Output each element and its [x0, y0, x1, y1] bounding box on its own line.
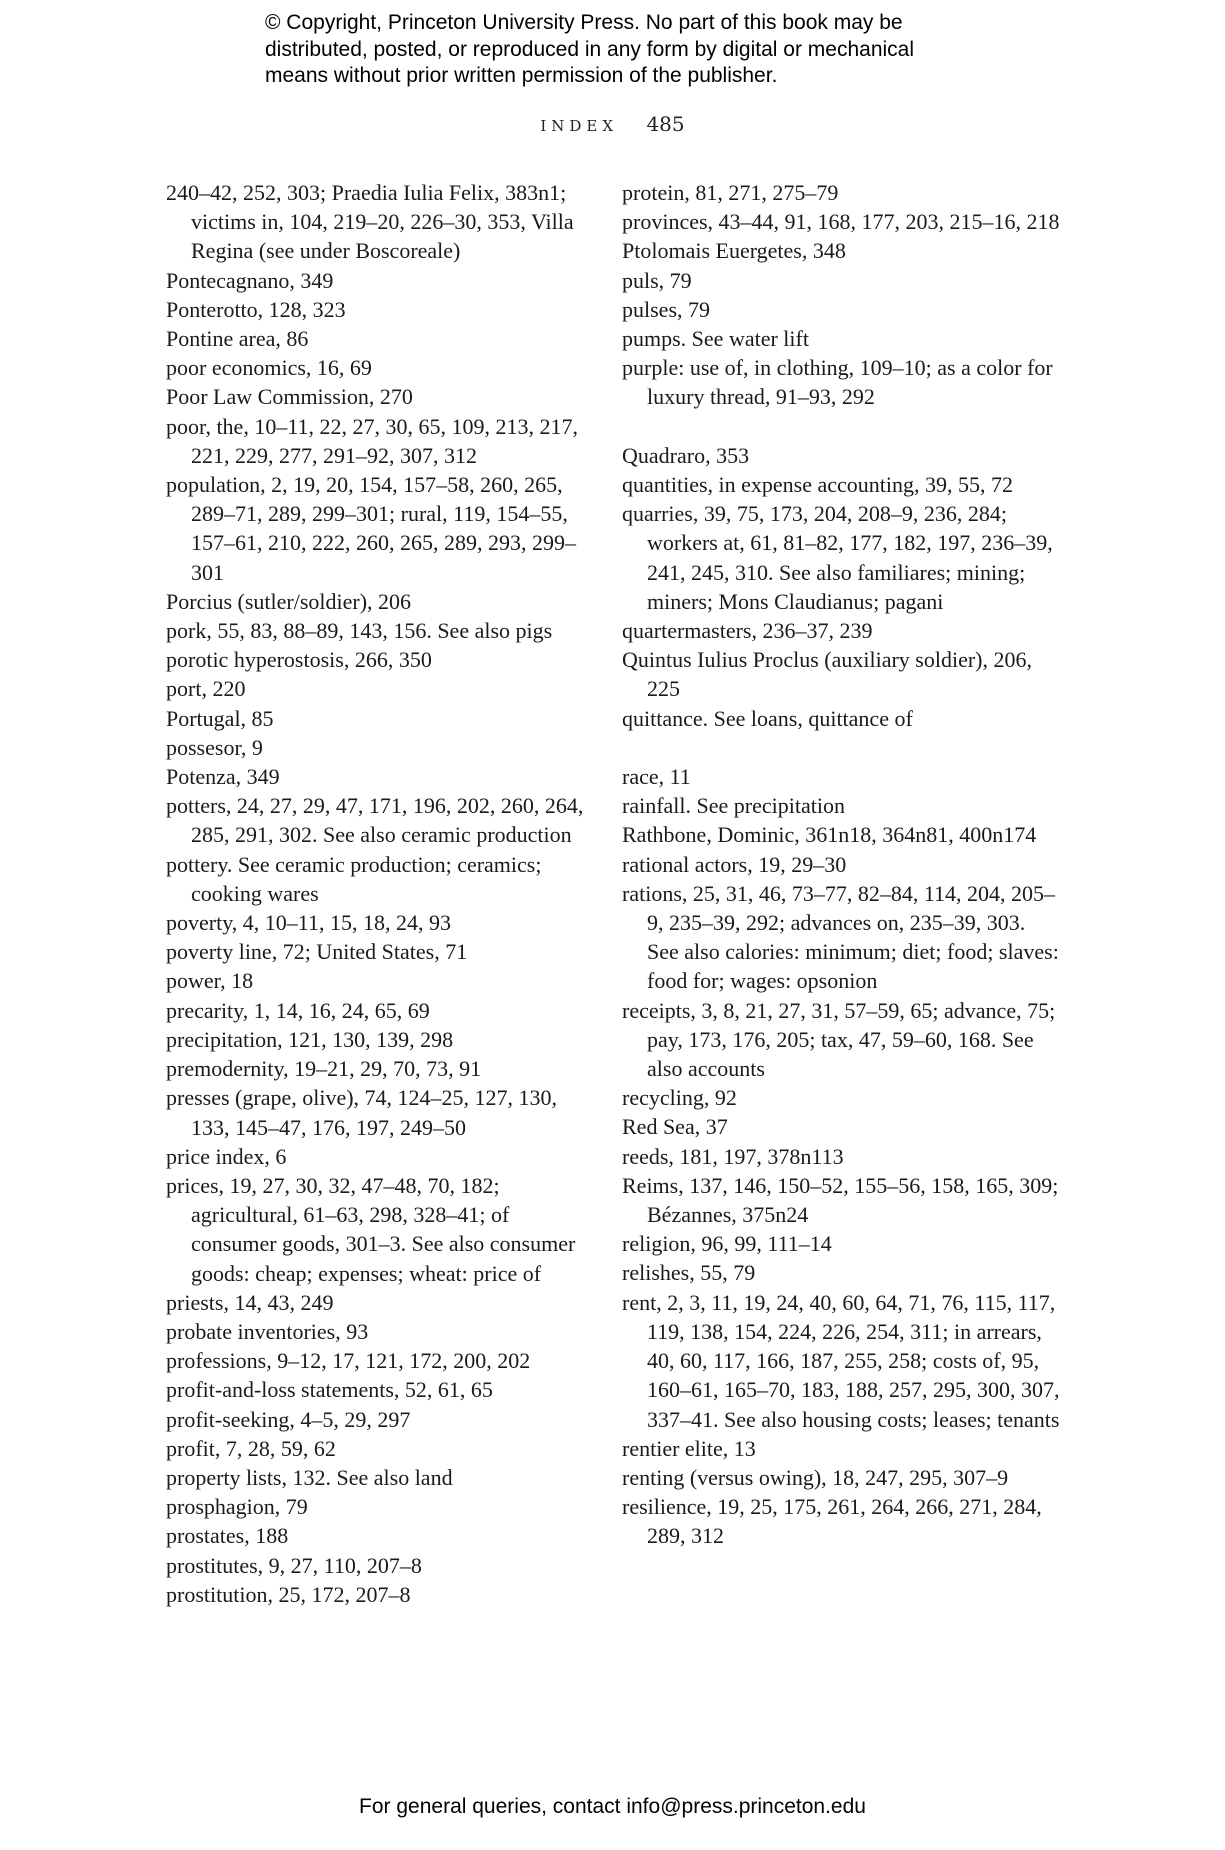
index-entry: possesor, 9: [166, 734, 263, 760]
running-head: [0, 112, 1225, 136]
section-label: INDEX: [540, 117, 619, 135]
index-entry: price index, 6: [166, 1143, 287, 1169]
index-entry: prostitutes, 9, 27, 110, 207–8: [166, 1552, 422, 1578]
index-entry: profit-seeking, 4–5, 29, 297: [166, 1406, 411, 1432]
index-entry: property lists, 132. See also land: [166, 1464, 453, 1490]
index-entry: Quintus Iulius Proclus (auxiliary soldier), 206, 225: [622, 647, 1033, 702]
index-column-left: [166, 178, 586, 1609]
index-entry: poor economics, 16, 69: [166, 355, 372, 381]
index-entry: premodernity, 19–21, 29, 70, 73, 91: [166, 1056, 482, 1082]
copyright-line: © Copyright, Princeton University Press. No part of this book may be: [265, 11, 903, 34]
index-entry: Portugal, 85: [166, 705, 274, 731]
page-number: 485: [646, 112, 685, 136]
index-entry: rainfall. See precipitation: [622, 793, 845, 819]
index-entry: Pontine area, 86: [166, 326, 309, 352]
index-entry: precipitation, 121, 130, 139, 298: [166, 1026, 454, 1052]
index-entry: provinces, 43–44, 91, 168, 177, 203, 215–16, 218: [622, 209, 1060, 235]
index-entry: Ponterotto, 128, 323: [166, 296, 346, 322]
index-entry: protein, 81, 271, 275–79: [622, 180, 839, 205]
index-entry: prostates, 188: [166, 1523, 289, 1549]
index-entry: pumps. See water lift: [622, 326, 809, 352]
entry-group-gap: [622, 412, 1062, 441]
index-entry: resilience, 19, 25, 175, 261, 264, 266, 271, 284, 289, 312: [622, 1494, 1042, 1549]
index-entry: poverty line, 72; United States, 71: [166, 939, 468, 965]
index-entry: renting (versus owing), 18, 247, 295, 307–9: [622, 1464, 1009, 1490]
index-entry: quittance. See loans, quittance of: [622, 705, 913, 731]
index-entry: receipts, 3, 8, 21, 27, 31, 57–59, 65; advance, 75; pay, 173, 176, 205; tax, 47, 59–60, 168. See also accounts: [622, 997, 1056, 1082]
index-entry: professions, 9–12, 17, 121, 172, 200, 202: [166, 1348, 531, 1374]
index-entry: potters, 24, 27, 29, 47, 171, 196, 202, 260, 264, 285, 291, 302. See also ceramic production: [166, 793, 584, 848]
index-entry: rent, 2, 3, 11, 19, 24, 40, 60, 64, 71, 76, 115, 117, 119, 138, 154, 224, 226, 254, 311; in arrears, 40, 60, 117, 166, 187, 255, 258; costs of, 95, 160–61, 165–70, 183, 188, 257, 295, 300, 307, 337–41. See also housing costs; leases; tenants: [622, 1289, 1060, 1432]
index-entry: profit, 7, 28, 59, 62: [166, 1435, 336, 1461]
index-entry: precarity, 1, 14, 16, 24, 65, 69: [166, 997, 430, 1023]
index-entry: Reims, 137, 146, 150–52, 155–56, 158, 165, 309; Bézannes, 375n24: [622, 1172, 1059, 1228]
entry-group-gap: [622, 733, 1062, 762]
index-entry: Rathbone, Dominic, 361n18, 364n81, 400n174: [622, 822, 1037, 848]
copyright-line: distributed, posted, or reproduced in any form by digital or mechanical: [265, 37, 915, 61]
index-entry: presses (grape, olive), 74, 124–25, 127, 130, 133, 145–47, 176, 197, 249–50: [166, 1085, 558, 1140]
index-entry: quartermasters, 236–37, 239: [622, 618, 873, 644]
index-entry: poverty, 4, 10–11, 15, 18, 24, 93: [166, 910, 451, 936]
index-entry: rations, 25, 31, 46, 73–77, 82–84, 114, 204, 205–9, 235–39, 292; advances on, 235–39, 303. See also calories: minimum; diet; food; slaves: food for; wages: opsonion: [622, 880, 1059, 994]
index-entry: Ptolomais Euergetes, 348: [622, 238, 846, 264]
index-entry: purple: use of, in clothing, 109–10; as a color for luxury thread, 91–93, 292: [622, 355, 1053, 410]
index-entry: port, 220: [166, 676, 246, 702]
index-entry: quarries, 39, 75, 173, 204, 208–9, 236, 284; workers at, 61, 81–82, 177, 182, 197, 236–39, 241, 245, 310. See also familiares; mining; miners; Mons Claudianus; pagani: [622, 501, 1053, 614]
index-entry: population, 2, 19, 20, 154, 157–58, 260, 265, 289–71, 289, 299–301; rural, 119, 154–55, 157–61, 210, 222, 260, 265, 289, 293, 299–301: [166, 472, 576, 585]
index-entry: power, 18: [166, 968, 254, 994]
index-entry: pottery. See ceramic production; ceramics; cooking wares: [166, 851, 542, 906]
index-entry: puls, 79: [622, 267, 692, 293]
index-entry: recycling, 92: [622, 1085, 737, 1111]
index-entry: prosphagion, 79: [166, 1494, 308, 1520]
copyright-line: means without prior written permission of the publisher.: [265, 64, 778, 87]
index-entry: prices, 19, 27, 30, 32, 47–48, 70, 182; agricultural, 61–63, 298, 328–41; of consumer goods, 301–3. See also consumer goods: cheap; expenses; wheat: price of: [166, 1172, 576, 1286]
index-entry: reeds, 181, 197, 378n113: [622, 1143, 844, 1169]
copyright-notice: [265, 10, 1025, 90]
index-entry: religion, 96, 99, 111–14: [622, 1231, 832, 1257]
index-entry: porotic hyperostosis, 266, 350: [166, 647, 432, 673]
footer-contact: For general queries, contact info@press.princeton.edu: [359, 1795, 866, 1818]
index-entry: poor, the, 10–11, 22, 27, 30, 65, 109, 213, 217, 221, 229, 277, 291–92, 307, 312: [166, 413, 579, 468]
index-entry: Red Sea, 37: [622, 1114, 728, 1140]
index-entry: Potenza, 349: [166, 764, 280, 790]
index-entry: quantities, in expense accounting, 39, 55, 72: [622, 472, 1014, 498]
index-entry: profit-and-loss statements, 52, 61, 65: [166, 1377, 493, 1403]
index-entry: Poor Law Commission, 270: [166, 384, 413, 410]
index-entry: prostitution, 25, 172, 207–8: [166, 1581, 411, 1607]
index-entry: Pontecagnano, 349: [166, 267, 334, 293]
index-entry: pork, 55, 83, 88–89, 143, 156. See also pigs: [166, 618, 553, 644]
index-entry: race, 11: [622, 764, 691, 790]
index-column-right: [622, 178, 1062, 1551]
index-entry: relishes, 55, 79: [622, 1260, 756, 1286]
index-entry: probate inventories, 93: [166, 1318, 369, 1344]
index-entry: Porcius (sutler/soldier), 206: [166, 588, 412, 614]
index-entry: rentier elite, 13: [622, 1435, 756, 1461]
index-entry: priests, 14, 43, 249: [166, 1289, 334, 1315]
index-entry: rational actors, 19, 29–30: [622, 851, 847, 877]
index-entry: 240–42, 252, 303; Praedia Iulia Felix, 383n1; victims in, 104, 219–20, 226–30, 353, Villa Regina (see under Boscoreale): [166, 180, 574, 264]
index-entry: pulses, 79: [622, 296, 710, 322]
index-entry: Quadraro, 353: [622, 442, 750, 468]
